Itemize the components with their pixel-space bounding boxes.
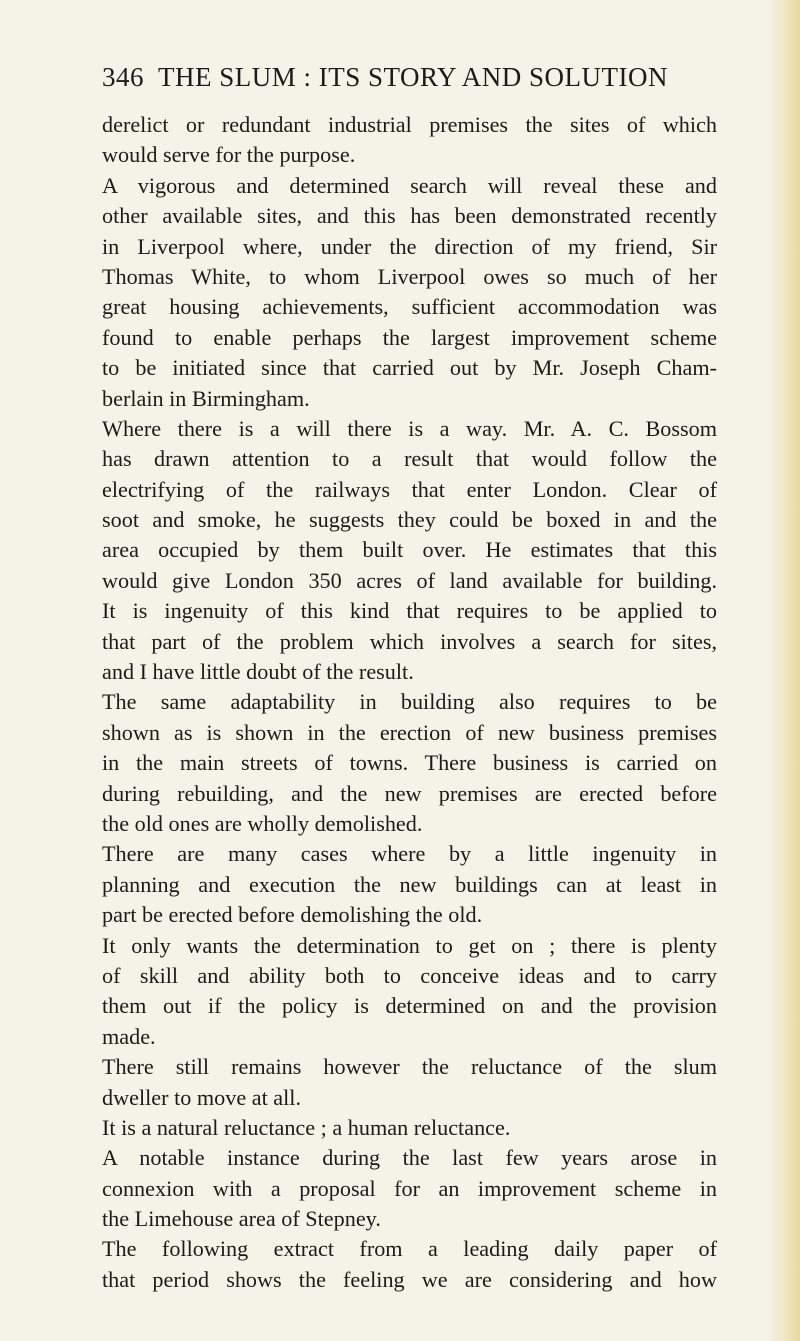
text-line: Where there is a will there is a way. Mr. A. C. Bossom bbox=[102, 415, 717, 441]
text-line: A notable instance during the last few years arose in bbox=[102, 1145, 717, 1171]
text-line: that period shows the feeling we are considering and how bbox=[102, 1266, 717, 1292]
text-line: It is a natural reluctance ; a human reluctance. bbox=[102, 1114, 511, 1140]
text-line: of skill and ability both to conceive ideas and to carry bbox=[102, 962, 717, 988]
text-line: derelict or redundant industrial premises the sites of which bbox=[102, 112, 717, 137]
text-line: electrifying of the railways that enter London. Clear of bbox=[102, 476, 717, 502]
text-line: It only wants the determination to get on ; there is plenty bbox=[102, 932, 717, 958]
text-line: to be initiated since that carried out by Mr. Joseph Cham- bbox=[102, 355, 717, 381]
text-line: great housing achievements, sufficient accommodation was bbox=[102, 294, 717, 320]
text-line: during rebuilding, and the new premises are erected before bbox=[102, 780, 717, 806]
text-line: area occupied by them built over. He estimates that this bbox=[102, 537, 717, 563]
text-line: would give London 350 acres of land available for building. bbox=[102, 567, 717, 593]
text-line: connexion with a proposal for an improvement scheme in bbox=[102, 1175, 717, 1201]
page-number: 346 bbox=[102, 62, 144, 92]
text-line: found to enable perhaps the largest improvement scheme bbox=[102, 324, 717, 350]
text-line: that part of the problem which involves a search for sites, bbox=[102, 628, 717, 654]
text-line: in Liverpool where, under the direction of my friend, Sir bbox=[102, 233, 717, 259]
text-line: A vigorous and determined search will reveal these and bbox=[102, 172, 717, 198]
running-header bbox=[102, 62, 722, 93]
text-line: in the main streets of towns. There business is carried on bbox=[102, 750, 717, 776]
text-line: soot and smoke, he suggests they could be boxed in and the bbox=[102, 507, 717, 533]
text-line: It is ingenuity of this kind that requires to be applied to bbox=[102, 598, 717, 624]
text-line: shown as is shown in the erection of new business premises bbox=[102, 719, 717, 745]
text-line: other available sites, and this has been demonstrated recently bbox=[102, 203, 717, 229]
text-line: There still remains however the reluctance of the slum bbox=[102, 1054, 717, 1080]
text-line: berlain in Birmingham. bbox=[102, 385, 310, 411]
text-line: made. bbox=[102, 1023, 156, 1049]
text-line: would serve for the purpose. bbox=[102, 142, 356, 168]
page-edge-shading bbox=[768, 0, 800, 1341]
body-text bbox=[102, 110, 717, 1295]
text-line: part be erected before demolishing the old. bbox=[102, 902, 483, 928]
text-line: has drawn attention to a result that would follow the bbox=[102, 446, 717, 472]
text-line: the Limehouse area of Stepney. bbox=[102, 1206, 381, 1232]
text-line: them out if the policy is determined on and the provision bbox=[102, 993, 717, 1019]
text-line: planning and execution the new buildings can at least in bbox=[102, 871, 717, 897]
running-title: THE SLUM : ITS STORY AND SOLUTION bbox=[158, 62, 669, 92]
text-line: There are many cases where by a little ingenuity in bbox=[102, 841, 717, 867]
text-line: the old ones are wholly demolished. bbox=[102, 810, 423, 836]
text-line: Thomas White, to whom Liverpool owes so much of her bbox=[102, 263, 717, 289]
text-line: and I have little doubt of the result. bbox=[102, 659, 414, 685]
text-line: dweller to move at all. bbox=[102, 1084, 302, 1110]
text-line: The same adaptability in building also requires to be bbox=[102, 689, 717, 715]
text-line: The following extract from a leading daily paper of bbox=[102, 1236, 717, 1262]
